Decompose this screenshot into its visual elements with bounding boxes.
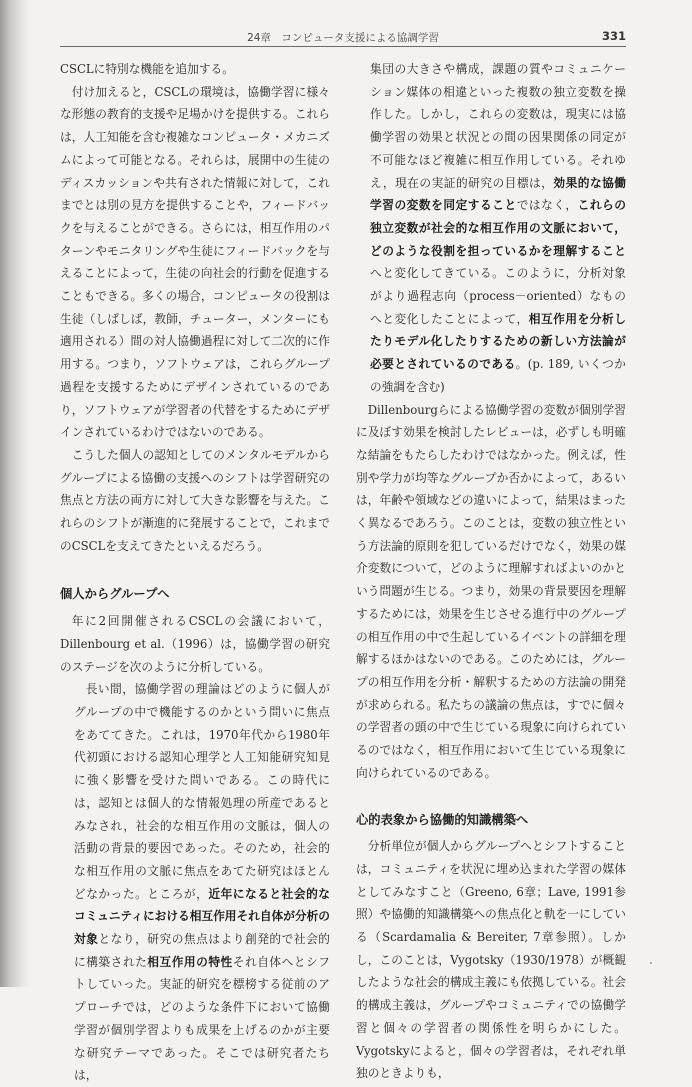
quote-text: ではなく，: [516, 198, 578, 213]
paragraph-dillenbourg-intro: 年に2回開催されるCSCLの会議において，Dillenbourg et al.（1996）は，協働学習の研究のステージを次のように分析している。: [60, 614, 330, 674]
block-quote-part-2: [356, 58, 626, 399]
block-quote-part-1: [60, 678, 330, 1087]
quote-emphasis: これらの独立変数が社会的な相互作用の文脈において，どのような役割を担っているかを理解すること: [370, 198, 626, 258]
quote-text: となり，研究の焦点はより創発的で社会的に構築された: [74, 932, 330, 969]
paragraph-continuation: CSCLに特別な機能を追加する。: [60, 62, 234, 76]
quote-text: それ自体へとシフトしていった。実証的研究を標榜する従前のアプローチでは，どのような条件下において協働学習が個別学習よりも成果を上げるのかが主要な研究テーマであった。そこでは研究者たちは，: [74, 954, 330, 1083]
page-number: 331: [601, 29, 626, 43]
quote-emphasis: 近年になると社会的なコミュニティにおける相互作用それ自体が分析の対象: [74, 886, 330, 947]
quote-emphasis: 相互作用の特性: [147, 954, 233, 969]
quote-emphasis: 効果的な協働学習の変数を同定すること: [370, 175, 626, 213]
page-speck: [650, 962, 652, 964]
left-column: [60, 58, 330, 1087]
header-rule: [60, 46, 626, 47]
paragraph-shift-summary: こうした個人の認知としてのメンタルモデルからグループによる協働の支援へのシフトは学習研究の焦点と方法の両方に対して大きな影響を与えた。これらのシフトが漸進的に発展することで，これまでのCSCLを支えてきたといえるだろう。: [60, 447, 330, 553]
paragraph-dillenbourg-review: Dillenbourgらによる協働学習の変数が個別学習に及ぼす効果を検討したレビューは，必ずしも明確な結論をもたらしたわけではなかった。例えば，性別や学力が均等なグループか否かによって，あるいは，年齢や領域などの違いによって，結果はまったく異なるであろう。このことは，変数の独立性という方法論的原則を犯しているだけでなく，効果の媒介変数について，どのように理解すればよいのかという問題が生じる。つまり，効果の背景要因を理解するためには，効果を生じさせる進行中のグループの相互作用の中で生起しているイベントの詳細を理解するほかはないのである。このためには，グループの相互作用を分析・解釈するための方法論の開発が求められる。私たちの議論の焦点は，すでに個々の学習者の頭の中で生じている現象に向けられているのではなく，相互作用において生じている現象に向けられているのである。: [356, 402, 626, 780]
quote-emphasis: 相互作用を分析したりモデル化したりするための新しい方法論が必要とされているのである: [370, 311, 626, 372]
quote-text: 。(p. 189, いくつかの強調を含む): [370, 357, 626, 394]
quote-text: 長い間，協働学習の理論はどのように個人がグループの中で機能するのかという問いに焦点をあててきた。これは，1970年代から1980年代初頭における認知心理学と人工知能研究知見に強く影響を受けた問いである。この時代には，認知とは個人的な情報処理の所産であるとみなされ，社会的な相互作用の文脈は，個人の活動の背景的要因であった。そのため，社会的な相互作用の文脈に焦点をあてた研究はほとんどなかった。ところが，: [74, 682, 330, 901]
page-gutter-shadow: [0, 0, 30, 987]
section-heading-knowledge-building: 心的表象から協働的知識構築へ: [356, 812, 529, 827]
section-heading-individual-to-group: 個人からグループへ: [60, 587, 170, 602]
chapter-title: 24章 コンピュータ支援による協調学習: [247, 32, 439, 44]
quote-text: 集団の大きさや構成，課題の質やコミュニケーション媒体の相違といった複数の独立変数を操作した。しかし，これらの変数は，現実には協働学習の効果と状況との間の因果関係の同定が不可能なほど複雑に相互作用している。それゆえ，現在の実証的研究の目標は，: [370, 62, 626, 190]
paragraph-cscl-support: 付け加えると，CSCLの環境は，協働学習に様々な形態の教育的支援や足場かけを提供する。これらは，人工知能を含む複雑なコンピュータ・メカニズムによって可能となる。それらは，展開中の生徒のディスカッションや共有された情報に対して，これまでとは別の見方を提供することや，フィードバックを与えることができる。さらには，相互作用のパターンやモニタリングや生徒にフィードバックを与えることによって，生徒の向社会的行動を促進することもできる。多くの場合，コンピュータの役割は生徒（しばしば，教師，チューター，メンターにも適用される）間の対人協働過程に対して二次的に作用する。つまり，ソフトウェアは，これらグループ過程を支援するためにデザインされているのであり，ソフトウェアが学習者の代替をするためにデザインされているわけではないのである。: [60, 84, 330, 440]
paragraph-unit-of-analysis: 分析単位が個人からグループへとシフトすることは，コミュニティを状況に埋め込まれた学習の媒体としてみなすこと（Greeno, 6章；Lave, 1991参照）や協働的知識構築への焦点化と軌を一にしている（Scardamalia & Bereiter, 7章参照）。しかし，このことは，Vygotsky（1930/1978）が概観したような社会的構成主義にも依拠している。社会的構成主義は，グループやコミュニティでの協働学習と個々の学習者の関係性を明らかにした。Vygotskyによると，個々の学習者は，それぞれ単独のときよりも，: [356, 839, 626, 1081]
running-header: [60, 29, 626, 45]
right-column: [356, 58, 626, 1085]
quote-text: へと変化してきている。このように，分析対象がより過程志向（process－oriented）なものへと変化したことによって，: [370, 266, 626, 326]
